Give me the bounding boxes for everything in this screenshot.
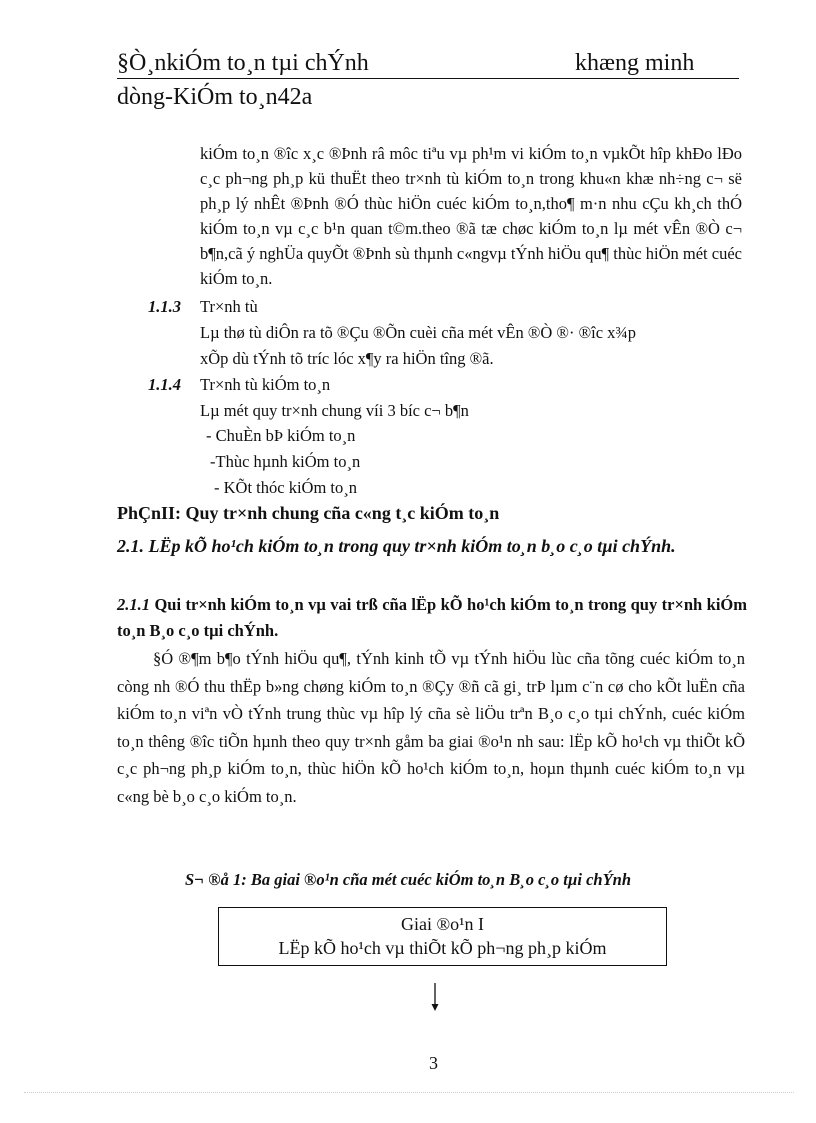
item-113-text-2: xÕp dù tÝnh tõ tríc lóc x¶y ra hiÖn tîng ®ã. — [200, 349, 494, 368]
item-114-intro: Lµ mét quy tr×nh chung víi 3 bíc c¬ b¶n — [200, 401, 469, 420]
item-113-title: Tr×nh tù — [200, 297, 258, 316]
stage-1-box — [218, 907, 667, 966]
stage-1-label: Giai ®o¹n I — [400, 914, 485, 934]
body-paragraph: §Ó ®¶m b¶o tÝnh hiÖu qu¶, tÝnh kinh tÕ vµ tÝnh hiÖu lùc cña tõng cuéc kiÓm to¸n còng nh ®Ó thu thËp b»ng chøng kiÓm to¸n ®Çy ®ñ cã gi¸ trÞ lµm c¨n cø cho kÕt luËn cña kiÓm to¸n viªn vÒ tÝnh trung thùc vµ hîp lý cña sè liÖu trªn B¸o c¸o tµi chÝnh, cuéc kiÓm to¸n thêng ®îc tiÕn hµnh theo quy tr×nh gåm ba giai ®o¹n nh sau: lËp kÕ ho¹ch vµ thiÕt kÕ c¸c ph¬ng ph¸p kiÓm to¸n, thùc hiÖn kÕ ho¹ch kiÓm to¸n, hoµn thµnh cuéc kiÓm to¸n vµ c«ng bè b¸o c¸o kiÓm to¸n. — [117, 649, 745, 806]
header-left-text: §Ò¸nkiÓm to¸n tµi chÝnh — [117, 50, 369, 76]
section-2-1-heading: 2.1. LËp kÕ ho¹ch kiÓm to¸n trong quy tr×nh kiÓm to¸n b¸o c¸o tµi chÝnh. — [117, 536, 676, 556]
item-114-title: Tr×nh tù kiÓm to¸n — [200, 375, 331, 394]
item-113-heading — [148, 294, 258, 319]
page-number: 3 — [429, 1053, 438, 1073]
stage-1-description: LËp kÕ ho¹ch vµ thiÕt kÕ ph¬ng ph¸p kiÓm — [278, 938, 607, 958]
section-2-1-1-number: 2.1.1 — [117, 595, 150, 614]
step-prepare: - ChuÈn bÞ kiÓm to¸n — [206, 426, 356, 445]
step-finish: - KÕt thóc kiÓm to¸n — [214, 478, 357, 497]
down-arrow-icon — [427, 982, 443, 1012]
header-subtitle: dòng-KiÓm to¸n42a — [117, 84, 313, 110]
part-2-heading: PhÇnII: Quy tr×nh chung cña c«ng t¸c kiÓm to¸n — [117, 503, 500, 523]
page-bottom-divider — [24, 1092, 794, 1093]
item-113-text-1: Lµ thø tù diÔn ra tõ ®Çu ®Õn cuèi cña mét vÊn ®Ò ®· ®îc x¾p — [200, 323, 637, 342]
section-2-1-1-title: Qui tr×nh kiÓm to¸n vµ vai trß cña lËp kÕ ho¹ch kiÓm to¸n trong quy tr×nh kiÓm to¸n B¸o c¸o tµi chÝnh. — [117, 595, 747, 640]
header-author: khæng minh — [575, 50, 695, 76]
figure-caption: S¬ ®å 1: Ba giai ®o¹n cña mét cuéc kiÓm to¸n B¸o c¸o tµi chÝnh — [185, 870, 632, 889]
section-2-1-1-heading — [117, 592, 747, 644]
intro-paragraph: kiÓm to¸n ®îc x¸c ®Þnh râ môc tiªu vµ ph¹m vi kiÓm to¸n vµkÕt hîp khÐo lÐo c¸c ph¬ng ph¸p kü thuËt theo tr×nh tù kiÓm to¸n trong khu«n khæ nh÷ng c¬ së ph¸p lý nhÊt ®Þnh ®Ó thùc hiÖn cuéc kiÓm to¸n,tho¶ m·n nhu cÇu kh¸ch thÓ kiÓm to¸n vµ c¸c b¹n quan t©m.theo ®ã tæ chøc kiÓm to¸n lµ mét vÊn ®Ò c¬ b¶n,cã ý nghÜa quyÕt ®Þnh sù thµnh c«ngvµ tÝnh hiÖu qu¶ thùc hiÖn mét cuéc kiÓm to¸n. — [200, 144, 742, 288]
item-114-number: 1.1.4 — [148, 375, 181, 394]
item-113-number: 1.1.3 — [148, 297, 181, 316]
item-114-heading — [148, 372, 330, 397]
header-underline — [117, 78, 739, 79]
running-header — [117, 50, 739, 82]
step-perform: -Thùc hµnh kiÓm to¸n — [210, 452, 361, 471]
